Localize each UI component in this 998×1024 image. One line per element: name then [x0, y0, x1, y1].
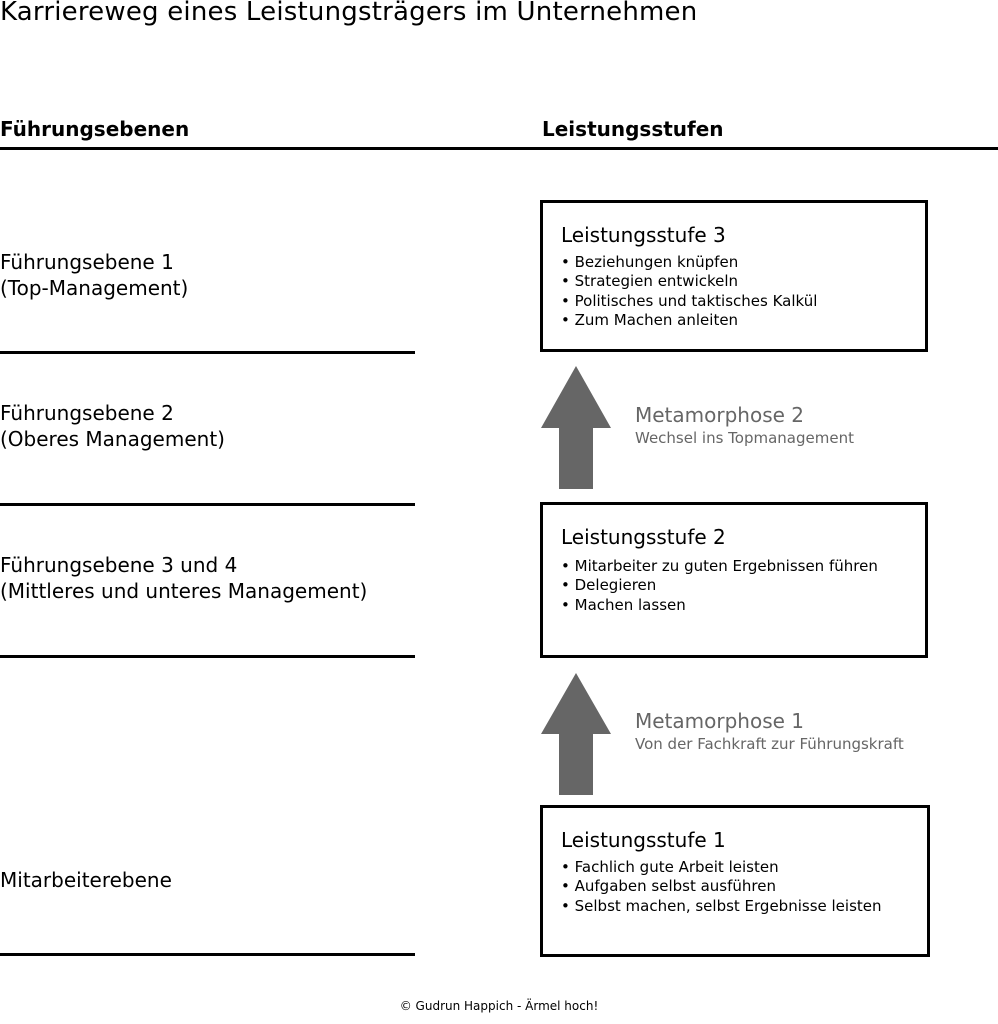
- level-fuehrungsebene-3-4: [0, 552, 367, 604]
- level-sublabel: (Mittleres und unteres Management): [0, 579, 368, 603]
- stage-title: Leistungsstufe 2: [561, 525, 726, 549]
- stage-item: • Machen lassen: [561, 596, 907, 615]
- header-divider: [0, 147, 998, 150]
- header-leistungsstufen: Leistungsstufen: [542, 117, 724, 141]
- level-divider: [0, 655, 415, 658]
- metamorphose-subtitle: Wechsel ins Topmanagement: [635, 429, 854, 447]
- stage-title: Leistungsstufe 1: [561, 828, 726, 852]
- stage-item: • Fachlich gute Arbeit leisten: [561, 858, 909, 877]
- level-fuehrungsebene-1: [0, 249, 188, 301]
- copyright-footer: © Gudrun Happich - Ärmel hoch!: [399, 999, 599, 1013]
- header-fuehrungsebenen: Führungsebenen: [0, 117, 190, 141]
- level-divider: [0, 503, 415, 506]
- up-arrow-icon: [541, 366, 611, 489]
- level-label: Führungsebene 2: [0, 401, 174, 425]
- stage-title: Leistungsstufe 3: [561, 223, 726, 247]
- level-divider: [0, 351, 415, 354]
- stage-item: • Politisches und taktisches Kalkül: [561, 292, 907, 311]
- stage-box-2: [540, 502, 928, 658]
- stage-items: [561, 253, 907, 331]
- stage-items: [561, 557, 907, 615]
- level-label: Mitarbeiterebene: [0, 868, 172, 892]
- stage-item: • Aufgaben selbst ausführen: [561, 877, 909, 896]
- metamorphose-title: Metamorphose 2: [635, 403, 805, 427]
- stage-box-3: [540, 200, 928, 352]
- stage-item: • Mitarbeiter zu guten Ergebnissen führen: [561, 557, 907, 576]
- diagram-title: Karriereweg eines Leistungsträgers im Unternehmen: [0, 0, 698, 27]
- stage-item: • Delegieren: [561, 576, 907, 595]
- up-arrow-icon: [541, 673, 611, 795]
- level-divider: [0, 953, 415, 956]
- stage-item: • Selbst machen, selbst Ergebnisse leisten: [561, 897, 909, 916]
- stage-item: • Strategien entwickeln: [561, 272, 907, 291]
- level-label: Führungsebene 3 und 4: [0, 553, 238, 577]
- level-label: Führungsebene 1: [0, 250, 174, 274]
- metamorphose-2: [635, 403, 854, 447]
- level-sublabel: (Oberes Management): [0, 427, 225, 451]
- level-fuehrungsebene-2: [0, 400, 225, 452]
- stage-item: • Zum Machen anleiten: [561, 311, 907, 330]
- stage-items: [561, 858, 909, 916]
- stage-item: • Beziehungen knüpfen: [561, 253, 907, 272]
- metamorphose-1: [635, 709, 904, 753]
- metamorphose-title: Metamorphose 1: [635, 709, 805, 733]
- metamorphose-subtitle: Von der Fachkraft zur Führungskraft: [635, 735, 904, 753]
- level-sublabel: (Top-Management): [0, 276, 189, 300]
- stage-box-1: [540, 805, 930, 957]
- level-mitarbeiterebene: [0, 867, 172, 893]
